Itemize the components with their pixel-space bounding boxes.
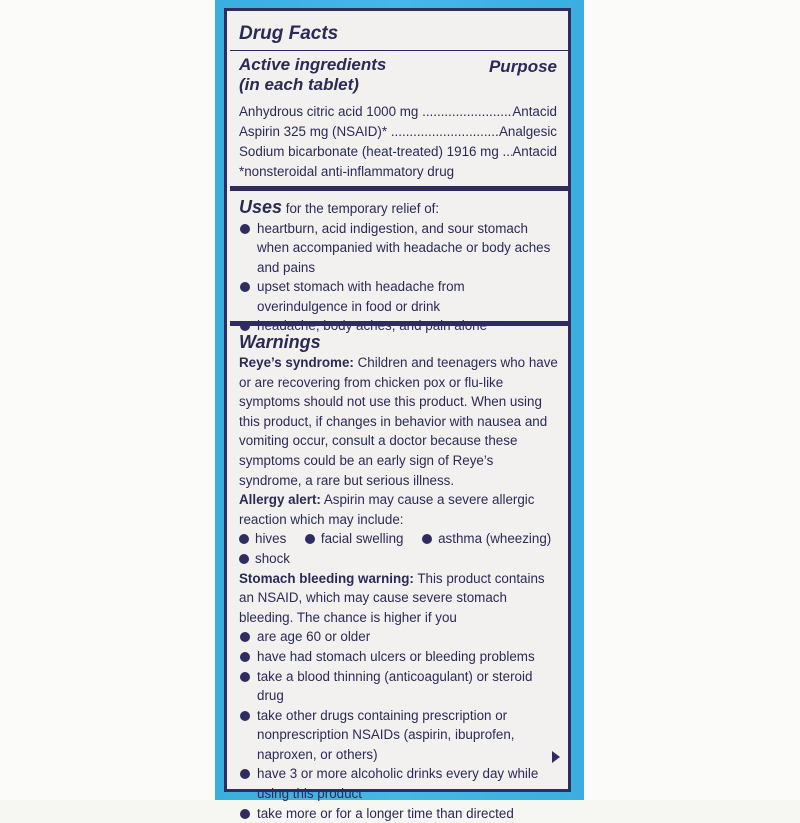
list-item: [239, 549, 559, 569]
list-item: [239, 804, 559, 823]
bullet-icon: [240, 652, 250, 662]
allergy-list: [239, 529, 559, 549]
rule-under-title: [230, 50, 568, 51]
stomach-item: take other drugs containing prescription or nonprescription NSAIDs (aspirin, ibuprofen, naproxen, or others): [257, 707, 515, 762]
bullet-icon: [240, 282, 250, 292]
use-text: heartburn, acid indigestion, and sour stomach when accompanied with headache or body aches and pains: [257, 220, 551, 275]
active-ingredients-subheader: (in each tablet): [239, 75, 359, 94]
list-item: [305, 531, 404, 546]
bullet-icon: [240, 632, 250, 642]
drug-facts-title: Drug Facts: [239, 23, 339, 44]
ingredient-purpose: Analgesic: [498, 124, 557, 139]
allergy-item: asthma (wheezing): [438, 531, 552, 547]
ingredient-name: Aspirin 325 mg (NSAID)* .....: [239, 122, 499, 142]
stomach-item: take a blood thinning (anticoagulant) or steroid drug: [257, 668, 533, 704]
list-item: [239, 706, 559, 765]
active-ingredients-header: Active ingredients: [239, 55, 387, 74]
allergy-alert: [239, 490, 559, 529]
reyes-warning: [239, 353, 559, 490]
package-side-left: [0, 0, 215, 800]
uses-intro: for the temporary relief of:: [285, 201, 440, 216]
bullet-icon: [240, 711, 250, 721]
uses-title: Uses: [239, 197, 283, 217]
warnings-section: [239, 331, 559, 823]
bullet-icon: [239, 554, 249, 564]
bullet-icon: [240, 809, 250, 819]
warnings-title: Warnings: [239, 332, 321, 352]
allergy-item: facial swelling: [320, 531, 404, 547]
list-item: [239, 219, 559, 278]
stomach-bleeding-warning: [239, 569, 559, 628]
package-side-right: [584, 0, 800, 800]
ingredient-row: [239, 122, 557, 142]
bullet-icon: [305, 534, 315, 544]
list-item: [239, 647, 559, 667]
reyes-label: Reye’s syndrome:: [239, 355, 354, 370]
uses-section: [239, 198, 559, 336]
allergy-item: hives: [255, 531, 287, 547]
stomach-label: Stomach bleeding warning:: [239, 570, 414, 586]
allergy-text: Aspirin may cause a severe allergic reaction which may include:: [239, 492, 535, 527]
bullet-icon: [422, 534, 432, 544]
list-item: [422, 531, 551, 546]
use-text: upset stomach with headache from overindulgence in food or drink: [257, 279, 465, 314]
ingredient-row: [239, 102, 557, 122]
ingredient-purpose: Antacid: [512, 104, 557, 119]
ingredient-name: Anhydrous citric acid 1000 mg .....: [239, 102, 512, 122]
allergy-label: Allergy alert:: [239, 492, 321, 508]
ingredient-name: Sodium bicarbonate (heat-treated) 1916 mg .....: [239, 142, 512, 162]
continued-arrow-icon: [552, 751, 560, 763]
section-divider: [230, 186, 568, 191]
stomach-item: take more or for a longer time than directed: [257, 805, 514, 821]
stomach-item: have 3 or more alcoholic drinks every day while using this product: [257, 766, 539, 802]
purpose-header: Purpose: [488, 57, 557, 76]
bullet-icon: [240, 672, 250, 682]
reyes-text: Children and teenagers who have or are recovering from chicken pox or flu-like symptoms should not use this product. When using this product, if changes in behavior with nausea and vomiting occur, consult a doctor because these symptoms could be an early sign of Reye’s syndrome, a rare but serious illness.: [239, 355, 558, 488]
list-item: [239, 277, 559, 316]
stomach-item: have had stomach ulcers or bleeding problems: [257, 648, 535, 664]
bullet-icon: [239, 534, 249, 544]
stomach-text: This product contains an NSAID, which may cause severe stomach bleeding. The chance is higher if you: [239, 570, 545, 625]
stomach-item: are age 60 or older: [257, 629, 371, 645]
bullet-icon: [240, 769, 250, 779]
ingredient-row: [239, 142, 557, 162]
drug-facts-panel: [224, 8, 571, 821]
nsaid-footnote: *nonsteroidal anti-inflammatory drug: [239, 164, 455, 179]
allergy-item: shock: [255, 550, 290, 566]
list-item: [239, 667, 559, 706]
bullet-icon: [240, 224, 250, 234]
ingredient-purpose: Antacid: [512, 144, 557, 159]
list-item: [239, 531, 286, 546]
list-item: [239, 627, 559, 647]
section-divider: [230, 321, 568, 326]
list-item: [239, 764, 559, 803]
